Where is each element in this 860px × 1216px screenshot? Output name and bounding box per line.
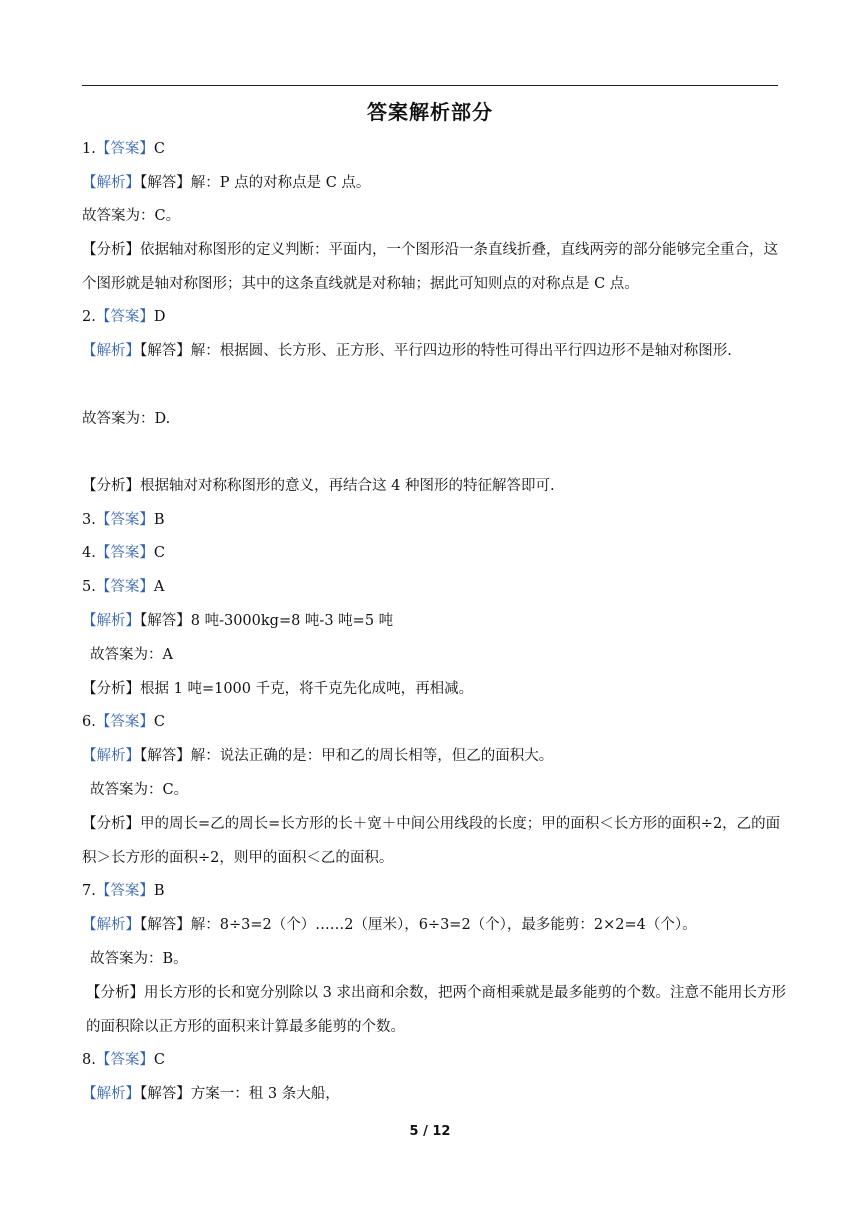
q1-analysis: 【分析】依据轴对称图形的定义判断：平面内，一个图形沿一条直线折叠，直线两旁的部分能够完全重合，这个图形就是轴对称图形；其中的这条直线就是对称轴；据此可知则点的对称点是 C 点。 — [82, 242, 778, 292]
q2-jiexi-line — [82, 334, 782, 368]
q1-answer-line — [82, 139, 782, 159]
q4-answer-tag: 【答案】 — [95, 545, 154, 561]
q6-jieda: 【解答】解：说法正确的是：甲和乙的周长相等，但乙的面积大。 — [140, 748, 554, 764]
q8-jieda: 【解答】方案一：租 3 条大船， — [140, 1086, 340, 1102]
q1-answer-tag: 【答案】 — [95, 141, 154, 157]
q6-answer: C — [153, 714, 165, 730]
q1-number: 1. — [82, 141, 96, 157]
q6-answer-line — [82, 712, 782, 732]
q1-answer: C — [153, 141, 165, 157]
q8-number: 8. — [82, 1052, 96, 1068]
q5-answer: A — [153, 579, 165, 595]
q7-jiexi-tag: 【解析】 — [82, 917, 140, 933]
q5-jiexi-tag: 【解析】 — [82, 613, 140, 629]
q8-jiexi-line — [82, 1084, 782, 1104]
q1-conclusion: 故答案为：C。 — [82, 208, 181, 224]
q5-jieda: 【解答】8 吨-3000kg=8 吨-3 吨=5 吨 — [140, 613, 394, 629]
q7-conclusion: 故答案为：B。 — [90, 951, 188, 967]
q5-number: 5. — [82, 579, 96, 595]
q7-jieda: 【解答】解：8÷3=2（个）……2（厘米），6÷3=2（个），最多能剪：2×2=4（个）。 — [140, 917, 697, 933]
q7-number: 7. — [82, 883, 96, 899]
page-title: 答案解析部分 — [367, 100, 493, 124]
q2-answer-line — [82, 307, 782, 327]
q4-answer-line — [82, 543, 782, 563]
q7-answer-tag: 【答案】 — [95, 883, 154, 899]
q7-answer-line — [82, 881, 782, 901]
q2-conclusion: 故答案为：D. — [82, 411, 171, 427]
q6-conclusion: 故答案为：C。 — [90, 782, 189, 798]
q1-jiexi-tag: 【解析】 — [82, 175, 140, 191]
q6-jiexi-line — [82, 746, 782, 766]
q2-jieda: 【解答】解：根据圆、长方形、正方形、平行四边形的特性可得出平行四边形不是轴对称图形. — [140, 343, 732, 359]
q3-answer-line — [82, 510, 782, 530]
q6-number: 6. — [82, 714, 96, 730]
q3-number: 3. — [82, 512, 96, 528]
q8-answer-line — [82, 1050, 782, 1070]
q8-answer-tag: 【答案】 — [95, 1052, 154, 1068]
q5-jiexi-line — [82, 611, 782, 631]
q4-answer: C — [153, 545, 165, 561]
header-rule — [82, 85, 778, 86]
q7-answer: B — [153, 883, 165, 899]
q6-answer-tag: 【答案】 — [95, 714, 154, 730]
q1-jiexi-line — [82, 173, 782, 193]
q2-number: 2. — [82, 309, 96, 325]
q4-number: 4. — [82, 545, 96, 561]
q2-answer: D — [153, 309, 166, 325]
q1-jieda: 【解答】解：P 点的对称点是 C 点。 — [140, 175, 371, 191]
q5-analysis: 【分析】根据 1 吨=1000 千克，将千克先化成吨，再相减。 — [82, 681, 474, 697]
q3-answer-tag: 【答案】 — [95, 512, 154, 528]
q2-analysis: 【分析】根据轴对对称称图形的意义，再结合这 4 种图形的特征解答即可. — [82, 478, 555, 494]
q2-jiexi-tag: 【解析】 — [82, 343, 140, 359]
q3-answer: B — [153, 512, 165, 528]
q6-jiexi-tag: 【解析】 — [82, 748, 140, 764]
q2-answer-tag: 【答案】 — [95, 309, 154, 325]
q7-jiexi-line — [82, 915, 782, 935]
q5-answer-tag: 【答案】 — [95, 579, 154, 595]
q6-analysis: 【分析】甲的周长=乙的周长=长方形的长＋宽＋中间公用线段的长度；甲的面积＜长方形的面积÷2，乙的面积＞长方形的面积÷2，则甲的面积＜乙的面积。 — [82, 816, 781, 866]
q7-analysis: 【分析】用长方形的长和宽分别除以 3 求出商和余数，把两个商相乘就是最多能剪的个数。注意不能用长方形的面积除以正方形的面积来计算最多能剪的个数。 — [86, 985, 786, 1035]
page-number: 5 / 12 — [409, 1124, 451, 1139]
q8-answer: C — [153, 1052, 165, 1068]
q5-conclusion: 故答案为：A — [90, 647, 173, 663]
q5-answer-line — [82, 577, 782, 597]
q8-jiexi-tag: 【解析】 — [82, 1086, 140, 1102]
